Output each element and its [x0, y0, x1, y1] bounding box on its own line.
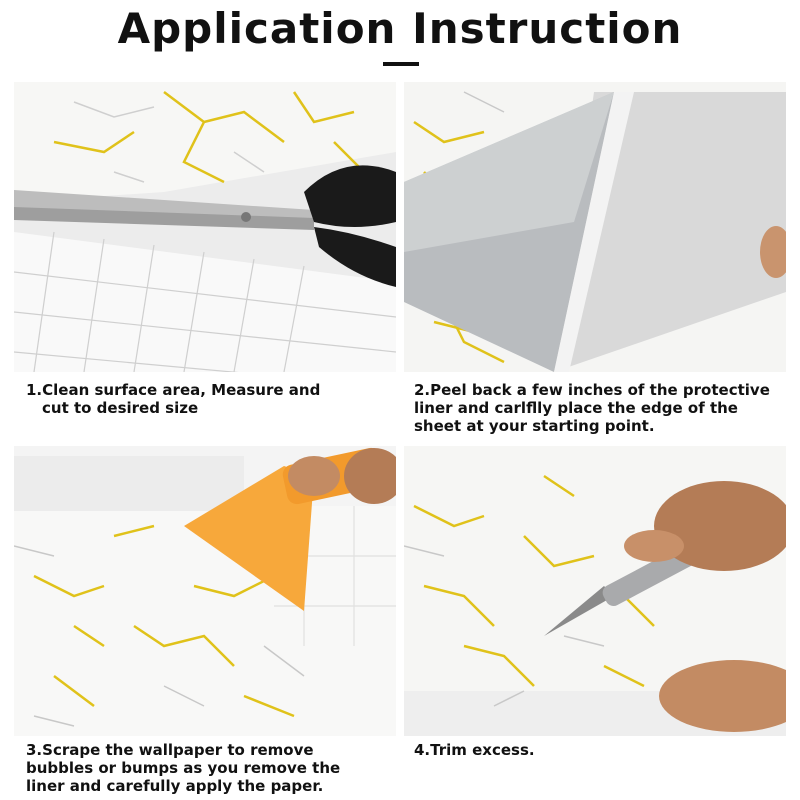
step-1-illustration [14, 82, 396, 372]
step-3-line-1: 3.Scrape the wallpaper to remove [26, 741, 314, 759]
step-1-line-2: cut to desired size [42, 399, 199, 417]
step-2-photo [404, 82, 786, 372]
step-4-illustration [404, 446, 786, 736]
step-3-illustration [14, 446, 396, 736]
step-3-line-3: liner and carefully apply the paper. [26, 777, 324, 795]
step-1-line-1: 1.Clean surface area, Measure and [26, 381, 321, 399]
step-3-caption [26, 741, 340, 795]
step-2-line-1: 2.Peel back a few inches of the protective [414, 381, 770, 399]
step-3-photo [14, 446, 396, 736]
title-underline [383, 62, 419, 66]
step-2-illustration [404, 82, 786, 372]
step-1-photo [14, 82, 396, 372]
step-4-line-1: 4.Trim excess. [414, 741, 535, 759]
step-1-caption [26, 381, 320, 417]
step-2-line-2: liner and carlflly place the edge of the [414, 399, 738, 417]
step-4-photo [404, 446, 786, 736]
page-title: Application Instruction [117, 4, 683, 53]
step-2-line-3: sheet at your starting point. [414, 417, 655, 435]
step-3-line-2: bubbles or bumps as you remove the [26, 759, 341, 777]
step-4-caption [414, 741, 535, 759]
step-2-caption [414, 381, 770, 435]
